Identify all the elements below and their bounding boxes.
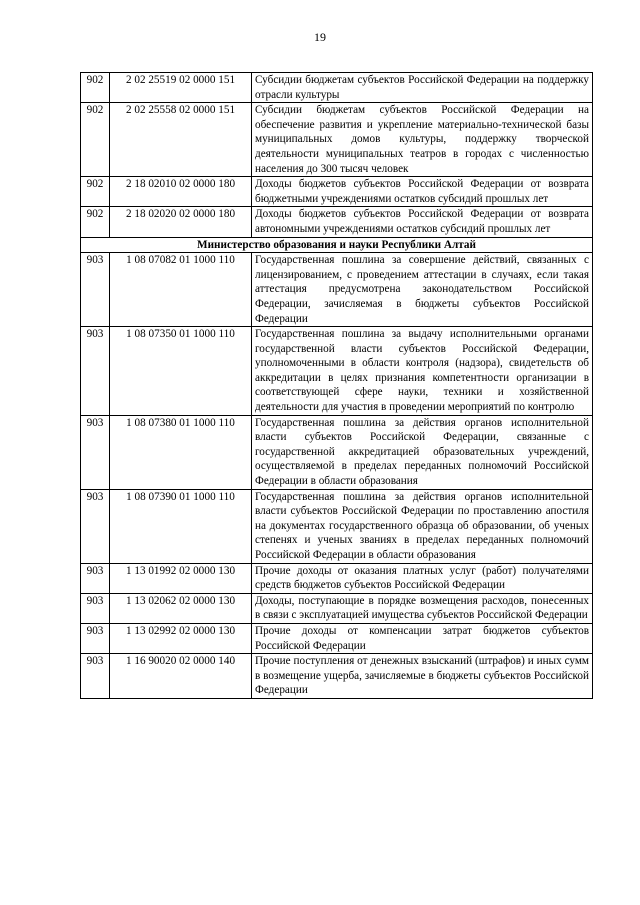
description-cell: Государственная пошлина за действия органов исполнительной власти субъектов Российской Федерации, связанные с государственной аккредитацией образовательных учреждений, осуществляемой в пределах переданных полномочий Российской Федерации в области образования <box>252 415 593 489</box>
table-row <box>81 177 593 207</box>
description-cell: Субсидии бюджетам субъектов Российской Федерации на поддержку отрасли культуры <box>252 73 593 103</box>
description-cell: Государственная пошлина за действия органов исполнительной власти субъектов Российской Федерации по проставлению апостиля на документах государственного образца об образовании, об ученых степенях и ученых званиях в пределах переданных полномочий Российской Федерации в области образования <box>252 489 593 563</box>
table-row <box>81 327 593 416</box>
budget-code-cell: 1 13 02062 02 0000 130 <box>110 593 252 623</box>
admin-code-cell: 902 <box>81 207 110 237</box>
description-cell: Прочие доходы от оказания платных услуг (работ) получателями средств бюджетов субъектов Российской Федерации <box>252 563 593 593</box>
description-cell: Государственная пошлина за выдачу исполнительными органами государственной власти субъектов Российской Федерации, уполномоченными в области контроля (надзора), свидетельств об аккредитации в целях признания компетентности организации в соответствующей сфере науки, техники и хозяйственной деятельности для участия в проведении мероприятий по контролю <box>252 327 593 416</box>
section-header-row <box>81 237 593 253</box>
budget-code-cell: 1 08 07390 01 1000 110 <box>110 489 252 563</box>
budget-code-cell: 1 08 07350 01 1000 110 <box>110 327 252 416</box>
table-row <box>81 593 593 623</box>
admin-code-cell: 903 <box>81 327 110 416</box>
budget-code-cell: 2 18 02010 02 0000 180 <box>110 177 252 207</box>
table-row <box>81 253 593 327</box>
admin-code-cell: 903 <box>81 489 110 563</box>
budget-code-cell: 1 13 01992 02 0000 130 <box>110 563 252 593</box>
section-group <box>81 237 593 253</box>
table-row <box>81 623 593 653</box>
budget-code-cell: 2 02 25558 02 0000 151 <box>110 103 252 177</box>
description-cell: Субсидии бюджетам субъектов Российской Федерации на обеспечение развития и укрепление материально-технической базы муниципальных домов культуры, поддержку творческой деятельности муниципальных театров в городах с численностью населения до 300 тысяч человек <box>252 103 593 177</box>
table-row <box>81 73 593 103</box>
admin-code-cell: 902 <box>81 177 110 207</box>
table-row <box>81 415 593 489</box>
admin-code-cell: 902 <box>81 103 110 177</box>
budget-code-cell: 1 13 02992 02 0000 130 <box>110 623 252 653</box>
table-row <box>81 103 593 177</box>
admin-code-cell: 903 <box>81 593 110 623</box>
admin-code-cell: 903 <box>81 654 110 699</box>
admin-code-cell: 903 <box>81 563 110 593</box>
revenue-codes-table <box>80 72 593 699</box>
description-cell: Доходы, поступающие в порядке возмещения расходов, понесенных в связи с эксплуатацией имущества субъектов Российской Федерации <box>252 593 593 623</box>
budget-code-cell: 2 18 02020 02 0000 180 <box>110 207 252 237</box>
description-cell: Прочие доходы от компенсации затрат бюджетов субъектов Российской Федерации <box>252 623 593 653</box>
budget-code-cell: 1 08 07082 01 1000 110 <box>110 253 252 327</box>
table-row <box>81 654 593 699</box>
table-row <box>81 489 593 563</box>
table-row <box>81 207 593 237</box>
table-row <box>81 563 593 593</box>
budget-code-cell: 1 16 90020 02 0000 140 <box>110 654 252 699</box>
description-cell: Доходы бюджетов субъектов Российской Федерации от возврата бюджетными учреждениями остатков субсидий прошлых лет <box>252 177 593 207</box>
description-cell: Государственная пошлина за совершение действий, связанных с лицензированием, с проведением аттестации в случаях, если такая аттестация предусмотрена законодательством Российской Федерации, зачисляемая в бюджеты субъектов Российской Федерации <box>252 253 593 327</box>
admin-code-cell: 903 <box>81 253 110 327</box>
admin-code-cell: 903 <box>81 623 110 653</box>
page-number: 19 <box>314 30 326 44</box>
rows-group-903 <box>81 253 593 699</box>
description-cell: Прочие поступления от денежных взысканий (штрафов) и иных сумм в возмещение ущерба, зачисляемые в бюджеты субъектов Российской Федерации <box>252 654 593 699</box>
budget-code-cell: 1 08 07380 01 1000 110 <box>110 415 252 489</box>
rows-group-902 <box>81 73 593 238</box>
description-cell: Доходы бюджетов субъектов Российской Федерации от возврата автономными учреждениями остатков субсидий прошлых лет <box>252 207 593 237</box>
section-title: Министерство образования и науки Республики Алтай <box>81 237 593 253</box>
admin-code-cell: 903 <box>81 415 110 489</box>
budget-code-cell: 2 02 25519 02 0000 151 <box>110 73 252 103</box>
admin-code-cell: 902 <box>81 73 110 103</box>
